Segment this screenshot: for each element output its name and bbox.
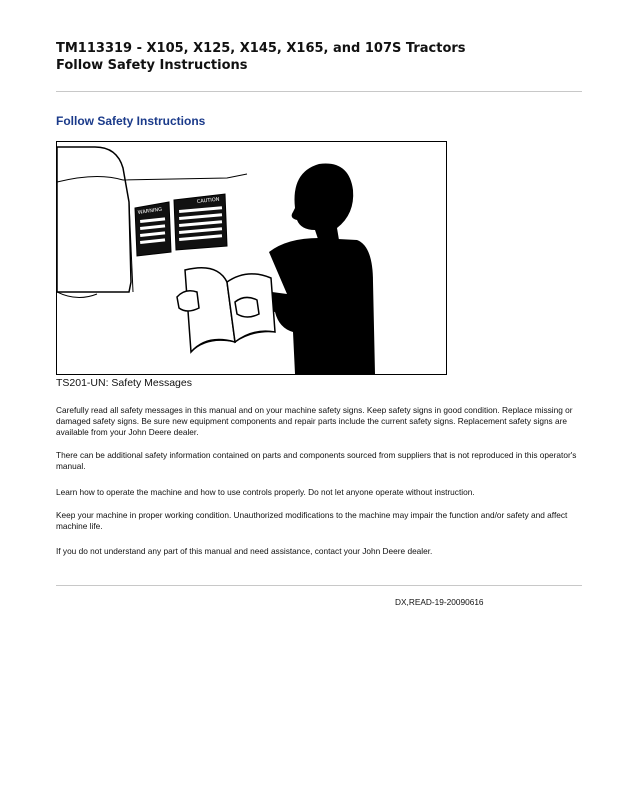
page-title: Follow Safety Instructions — [56, 58, 248, 73]
warning-sign-label: WARNING — [137, 206, 163, 216]
left-hand — [177, 291, 199, 311]
right-hand — [235, 297, 259, 317]
safety-illustration — [56, 141, 447, 375]
caution-sign — [174, 194, 227, 250]
caution-sign-label: CAUTION — [196, 196, 220, 205]
manual-title: TM113319 - X105, X125, X145, X165, and 107S Tractors — [56, 41, 466, 56]
header-divider — [56, 91, 582, 92]
paragraph-maintenance: Keep your machine in proper working condition. Unauthorized modifications to the machine may impair the function and/or safety and affect machine life. — [56, 510, 568, 531]
document-reference: DX,READ-19-20090616 — [395, 597, 484, 607]
paragraph-safety-signs: Carefully read all safety messages in this manual and on your machine safety signs. Keep safety signs in good condition. Replace missing or damaged safety signs. Be sure new equipment components and repair parts include the current safety signs. Replacement safety signs are available from your John Deere dealer. — [56, 405, 573, 437]
section-title: Follow Safety Instructions — [56, 114, 206, 128]
warning-sign — [135, 202, 171, 256]
paragraph-dealer-assistance: If you do not understand any part of this manual and need assistance, contact your John Deere dealer. — [56, 546, 433, 556]
footer-divider — [56, 585, 582, 586]
paragraph-supplier-info: There can be additional safety information contained on parts and components sourced from suppliers that is not reproduced in this operator's manual. — [56, 450, 577, 471]
figure-caption: TS201-UN: Safety Messages — [56, 377, 192, 389]
paragraph-learn-operation: Learn how to operate the machine and how to use controls properly. Do not let anyone operate without instruction. — [56, 487, 475, 497]
illustration-svg — [57, 142, 446, 374]
document-header — [56, 40, 596, 74]
open-book — [185, 268, 275, 352]
